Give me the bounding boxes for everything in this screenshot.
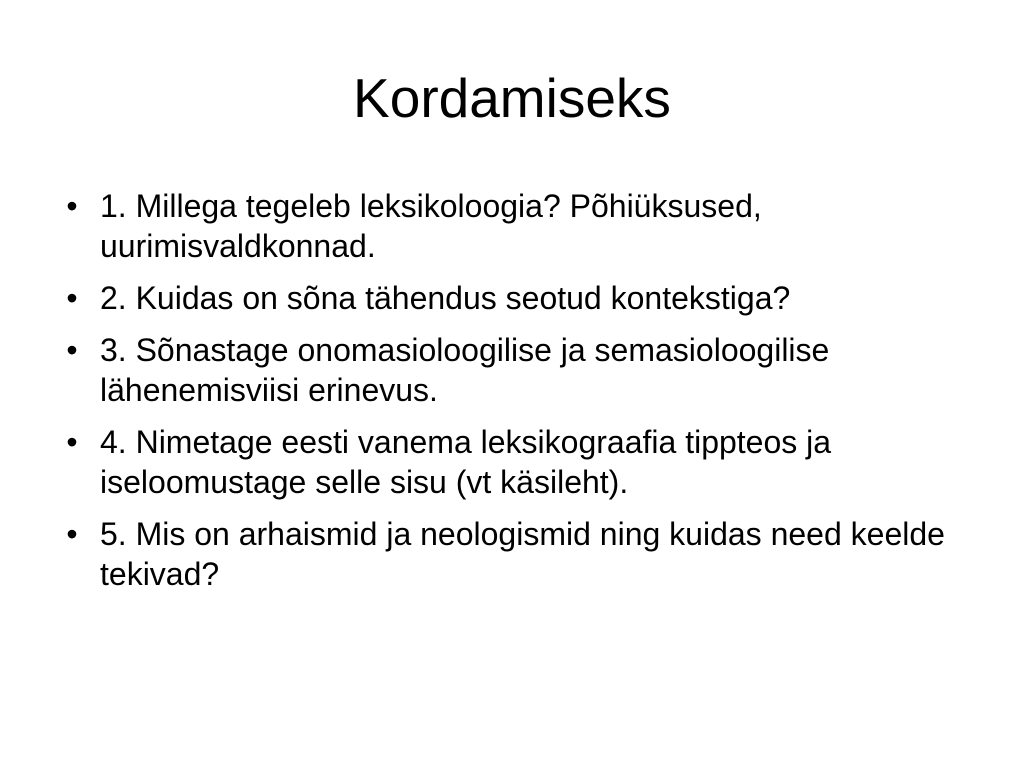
list-item <box>60 514 980 594</box>
list-item-text: 5. Mis on arhaismid ja neologismid ning kuidas need keelde tekivad? <box>100 516 945 592</box>
list-item <box>60 330 980 410</box>
bullet-icon: • <box>66 188 78 224</box>
bullet-icon: • <box>66 516 78 552</box>
list-item <box>60 186 980 266</box>
list-item-text: 2. Kuidas on sõna tähendus seotud kontekstiga? <box>100 280 791 316</box>
list-item-text: 1. Millega tegeleb leksikoloogia? Põhiüksused, uurimisvaldkonnad. <box>100 188 762 264</box>
slide-title: Kordamiseks <box>353 67 671 129</box>
bullet-icon: • <box>66 280 78 316</box>
bullet-list <box>60 186 980 606</box>
list-item-text: 3. Sõnastage onomasioloogilise ja semasioloogilise lähenemisviisi erinevus. <box>100 332 830 408</box>
bullet-icon: • <box>66 424 78 460</box>
bullet-icon: • <box>66 332 78 368</box>
list-item <box>60 422 980 502</box>
list-item-text: 4. Nimetage eesti vanema leksikograafia tippteos ja iseloomustage selle sisu (vt käsileht). <box>100 424 832 500</box>
list-item <box>60 278 980 318</box>
